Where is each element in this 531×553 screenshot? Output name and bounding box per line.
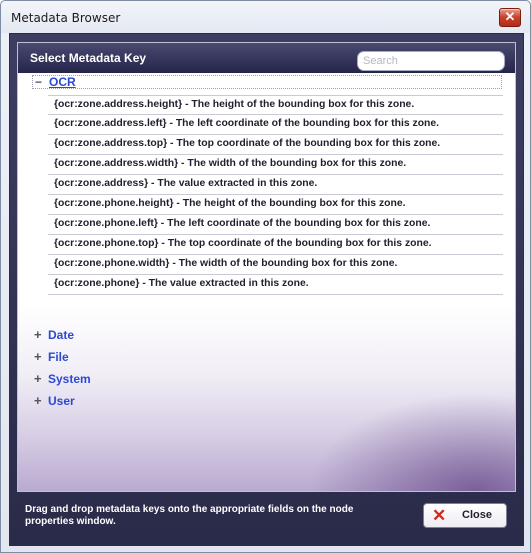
tree-node-label[interactable]: User	[48, 394, 75, 408]
metadata-key-item[interactable]: {ocr:zone.phone.height} - The height of the bounding box for this zone.	[48, 195, 503, 215]
drag-drop-hint: Drag and drop metadata keys onto the appropriate fields on the node properties window.	[25, 504, 354, 527]
metadata-key-item[interactable]: {ocr:zone.address.width} - The width of the bounding box for this zone.	[48, 155, 503, 175]
window-title: Metadata Browser	[11, 11, 121, 25]
window-close-button[interactable]	[499, 8, 521, 27]
metadata-key-item[interactable]: {ocr:zone.phone.left} - The left coordinate of the bounding box for this zone.	[48, 215, 503, 235]
metadata-key-item[interactable]: {ocr:zone.phone} - The value extracted in this zone.	[48, 275, 503, 295]
tree-node-label[interactable]: System	[48, 372, 91, 386]
panel-header	[18, 43, 515, 73]
close-icon: ✕	[504, 9, 516, 24]
metadata-key-list	[48, 95, 503, 295]
minus-icon[interactable]: −	[35, 75, 43, 89]
close-button-label: Close	[462, 509, 492, 521]
tree-node-label[interactable]: OCR	[49, 75, 76, 89]
close-button[interactable]	[423, 503, 507, 528]
tree-node-label[interactable]: File	[48, 350, 69, 364]
panel-title: Select Metadata Key	[30, 51, 147, 65]
metadata-key-item[interactable]: {ocr:zone.address.top} - The top coordinate of the bounding box for this zone.	[48, 135, 503, 155]
metadata-key-item[interactable]: {ocr:zone.phone.top} - The top coordinate of the bounding box for this zone.	[48, 235, 503, 255]
plus-icon[interactable]: +	[34, 371, 42, 386]
metadata-key-item[interactable]: {ocr:zone.address.height} - The height of the bounding box for this zone.	[48, 95, 503, 115]
metadata-key-item[interactable]: {ocr:zone.address.left} - The left coordinate of the bounding box for this zone.	[48, 115, 503, 135]
metadata-key-panel	[17, 42, 516, 492]
plus-icon[interactable]: +	[34, 349, 42, 364]
title-bar[interactable]	[1, 1, 530, 33]
metadata-key-item[interactable]: {ocr:zone.phone.width} - The width of the bounding box for this zone.	[48, 255, 503, 275]
tree-node-ocr[interactable]	[32, 75, 502, 89]
red-x-icon: ✕	[432, 506, 447, 525]
dialog-content	[9, 33, 524, 546]
plus-icon[interactable]: +	[34, 393, 42, 408]
tree-node-label[interactable]: Date	[48, 328, 75, 342]
plus-icon[interactable]: +	[34, 327, 42, 342]
search-input[interactable]	[357, 51, 505, 71]
metadata-key-item[interactable]: {ocr:zone.address} - The value extracted in this zone.	[48, 175, 503, 195]
